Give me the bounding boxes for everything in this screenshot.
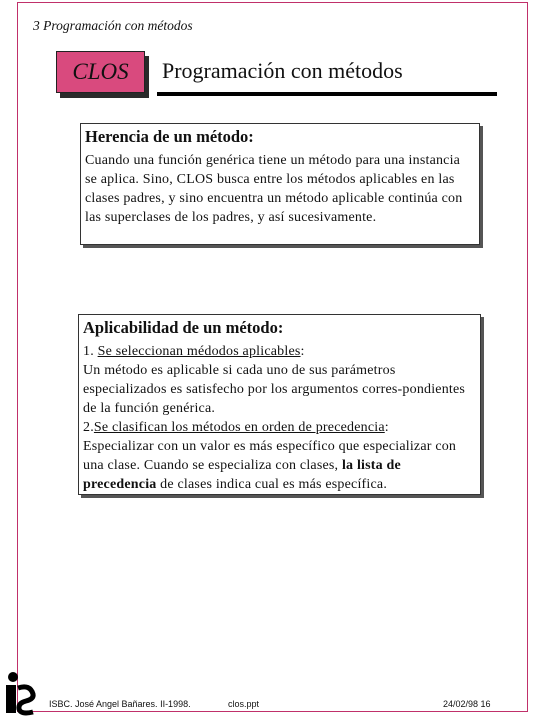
- applicability-box: [78, 314, 481, 495]
- item1-prefix: 1.: [83, 344, 98, 359]
- applicability-text: [83, 342, 476, 494]
- item2-colon: :: [384, 420, 389, 435]
- isbc-logo-icon: [0, 668, 40, 718]
- footer-filename: clos.ppt: [228, 699, 260, 709]
- applicability-title: Aplicabilidad de un método:: [83, 318, 284, 337]
- header-note: 3 Programación con métodos: [33, 18, 193, 33]
- clos-logo-text: CLOS: [72, 59, 129, 84]
- title-rule: [157, 92, 497, 96]
- item2-heading: Se clasifican los métodos en orden de precedencia: [93, 420, 385, 435]
- item2-bold: la lista de precedencia: [83, 458, 401, 492]
- footer-date-page: 24/02/98 16: [443, 699, 491, 709]
- slide-title: Programación con métodos: [162, 58, 403, 83]
- inheritance-text: Cuando una función genérica tiene un método para una instancia se aplica. Sino, CLOS busca entre los métodos aplicables en las clases padres, y sino encuentra un método aplicable continúa con las superclases de los padres, y así sucesivamente.: [85, 153, 463, 225]
- footer-author: ISBC. José Angel Bañares. II-1998.: [49, 699, 191, 709]
- clos-logo: [56, 51, 145, 93]
- item1-heading: Se seleccionan médodos aplicables: [97, 344, 301, 359]
- item2-prefix: 2.: [83, 420, 94, 435]
- item2-text-a: Especializar con un valor es más específico que especializar con una clase. Cuando se especializa con clases,: [83, 439, 457, 473]
- item1-colon: :: [300, 344, 305, 359]
- item1-text: Un método es aplicable si cada uno de sus parámetros especializados es satisfecho por los argumentos corres-pondientes de la función genérica.: [83, 363, 466, 416]
- item2-text-b: de clases indica cual es más específica.: [156, 477, 388, 492]
- inheritance-title: Herencia de un método:: [85, 127, 254, 146]
- inheritance-box: [80, 123, 480, 245]
